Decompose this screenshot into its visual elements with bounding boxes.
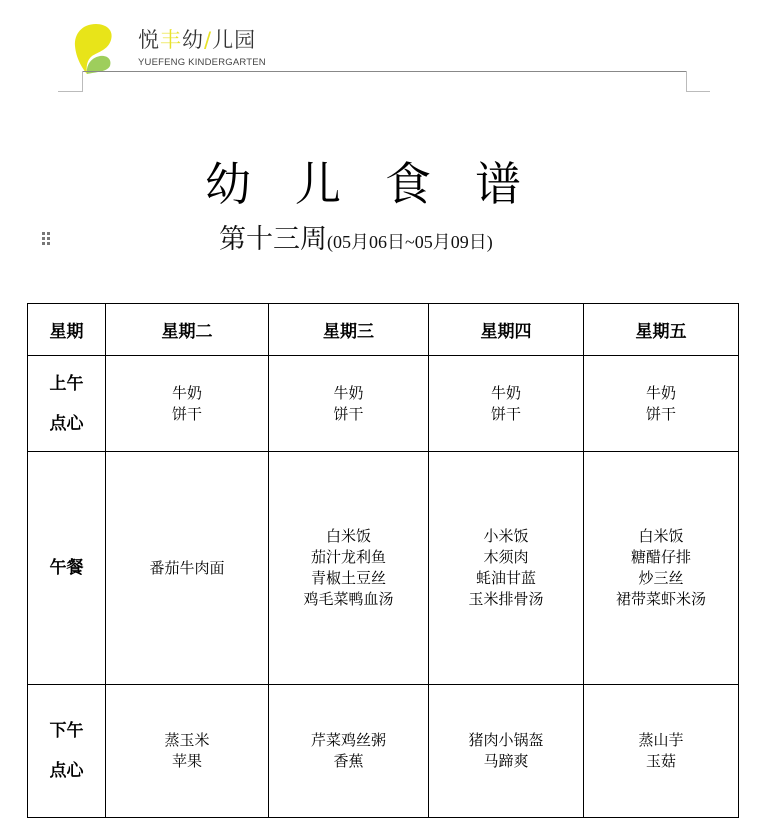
row-header-line: 点心 [49,761,84,781]
menu-item: 猪肉小锅盔 [468,731,544,749]
page-title: 幼儿食谱 [205,157,565,211]
menu-item: 马蹄爽 [483,752,529,770]
menu-cell [269,685,429,818]
menu-item: 茄汁龙利鱼 [310,548,386,566]
menu-item: 木须肉 [483,548,529,566]
table-row-lunch [28,452,739,685]
menu-table [27,303,739,818]
corner-header: 星期 [28,304,106,356]
menu-item: 饼干 [645,404,676,423]
week-label: 第十三周 [219,224,327,255]
menu-item: 玉菇 [645,752,676,770]
menu-item: 白米饭 [325,527,371,545]
menu-item: 蒸玉米 [164,731,210,749]
menu-cell [106,356,269,452]
menu-item: 小米饭 [483,527,529,545]
menu-item: 芹菜鸡丝粥 [310,731,386,749]
menu-item: 饼干 [171,404,202,423]
menu-item: 白米饭 [638,527,684,545]
margin-corner-mark [686,91,710,92]
column-header: 星期二 [106,304,269,356]
brand-name-chinese [138,27,256,53]
brand-char: 园 [234,28,257,52]
menu-cell [269,356,429,452]
menu-item: 香蕉 [333,752,364,770]
drag-handle-icon[interactable] [42,232,52,244]
menu-item: 蚝油甘蓝 [475,569,536,587]
brand-name-english: YUEFENG KINDERGARTEN [138,57,266,68]
menu-cell [106,452,269,685]
brand-char: 丰 [160,28,182,52]
row-header [28,685,106,818]
menu-cell [429,685,584,818]
menu-item: 炒三丝 [638,569,684,587]
brand-char: / [204,28,213,52]
menu-item: 玉米排骨汤 [468,590,544,608]
menu-cell [106,685,269,818]
menu-item: 牛奶 [645,383,676,402]
brand-char: 儿 [212,28,235,52]
row-header [28,356,106,452]
menu-item: 饼干 [333,404,364,423]
table-row-morning-snack [28,356,739,452]
menu-item: 饼干 [490,404,521,423]
menu-item: 牛奶 [171,383,202,402]
menu-item: 苹果 [171,752,202,770]
row-header-line: 下午 [49,721,84,741]
kindergarten-logo-icon [74,22,114,76]
column-header: 星期三 [269,304,429,356]
menu-cell [584,452,739,685]
margin-corner-mark [82,71,83,92]
menu-item: 蒸山芋 [638,731,684,749]
date-range: (05月06日~05月09日) [327,232,493,252]
margin-corner-mark [686,71,687,92]
margin-corner-mark [58,91,83,92]
menu-item: 番茄牛肉面 [149,558,225,577]
column-header: 星期四 [429,304,584,356]
table-row-afternoon-snack [28,685,739,818]
table-header-row [28,304,739,356]
header-rule [82,71,686,72]
row-header-line: 午餐 [49,558,84,578]
row-header-line: 点心 [49,413,84,434]
menu-item: 牛奶 [333,383,364,402]
menu-cell [429,452,584,685]
menu-item: 牛奶 [490,383,521,402]
brand-char: 幼 [182,28,204,52]
menu-cell [584,356,739,452]
menu-item: 鸡毛菜鸭血汤 [303,590,394,608]
column-header: 星期五 [584,304,739,356]
row-header [28,452,106,685]
menu-item: 青椒土豆丝 [310,569,386,587]
menu-item: 糖醋仔排 [630,548,691,566]
brand-char: 悦 [138,28,160,52]
menu-cell [429,356,584,452]
menu-cell [584,685,739,818]
menu-cell [269,452,429,685]
row-header-line: 上午 [49,373,84,394]
menu-item: 裙带菜虾米汤 [615,590,706,608]
week-subtitle [219,222,493,260]
